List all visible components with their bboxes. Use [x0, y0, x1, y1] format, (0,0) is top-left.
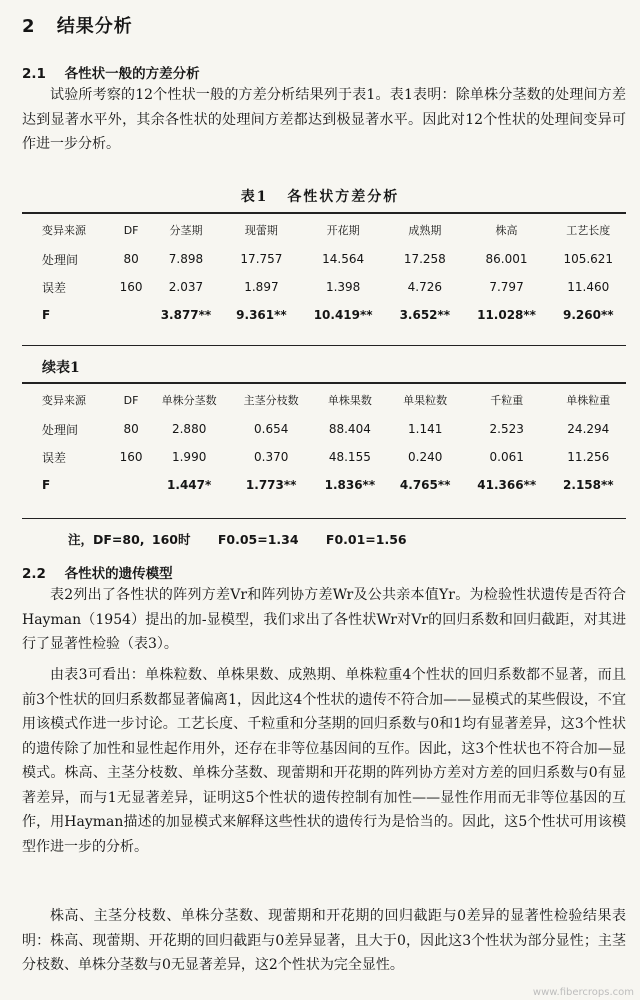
table-header-row: [22, 215, 626, 245]
table1-cont-label: 续表1: [42, 360, 80, 376]
table-cell: 7.797: [489, 280, 524, 294]
table-cell: F: [42, 478, 51, 492]
table-cell: 0.240: [408, 450, 443, 464]
subsection-number: 2.2: [22, 566, 46, 582]
table-cell: 4.765**: [399, 478, 451, 492]
table1-cont-bottom-rule: [22, 518, 626, 519]
table1-bottom-rule: [22, 345, 626, 346]
table1-caption-title: 各性状方差分析: [287, 189, 400, 205]
table-note: [68, 530, 407, 548]
table-header-cell: 变异来源: [42, 394, 86, 407]
table-header-cell: 分茎期: [169, 224, 203, 237]
note-f005: F0.05=1.34: [217, 532, 299, 547]
table-cell: 0.654: [254, 422, 289, 436]
table1: [22, 215, 626, 329]
table-header-cell: 单株分茎数: [161, 394, 217, 407]
table-cell: 48.155: [328, 450, 371, 464]
table-row: [22, 245, 626, 273]
table-header-cell: 开花期: [326, 224, 360, 237]
table-cell: 80: [123, 252, 139, 266]
table-cell: 160: [119, 450, 143, 464]
table-header-cell: 单果粒数: [403, 394, 448, 407]
table-cell: 9.260**: [562, 308, 614, 322]
table-cell: 11.256: [567, 450, 610, 464]
section-title: 结果分析: [56, 16, 133, 37]
table-cell: 11.028**: [477, 308, 536, 322]
table-cell: 88.404: [328, 422, 371, 436]
table-header-cell: 工艺长度: [566, 224, 611, 237]
table-row: [22, 471, 626, 499]
table-cell: 1.836**: [324, 478, 376, 492]
table-cell: 17.757: [240, 252, 283, 266]
watermark: www.fibercrops.com: [532, 987, 634, 998]
paragraph-2: 表2列出了各性状的阵列方差Vr和阵列协方差Wr及公共亲本值Yr。为检验性状遗传是否符合Hayman（1954）提出的加-显模型，我们求出了各性状Wr对Vr的回归系数和回归截距，对其进行了显著性检验（表3）。: [22, 587, 626, 652]
table-header-row: [22, 385, 626, 415]
table-cell: 160: [119, 280, 143, 294]
table-cell: 9.361**: [236, 308, 287, 322]
table-cell: [114, 301, 148, 329]
table-cell: 14.564: [322, 252, 365, 266]
subsection-heading-1: [22, 62, 200, 82]
table-cell: 4.726: [407, 280, 442, 294]
table-cell: 11.460: [567, 280, 610, 294]
table1-cont: [22, 385, 626, 499]
table-header-cell: 株高: [495, 224, 518, 237]
note-f001: F0.01=1.56: [325, 532, 407, 547]
table1-caption: [0, 186, 640, 206]
table-header-cell: 主茎分枝数: [243, 394, 299, 407]
subsection-number: 2.1: [22, 66, 46, 82]
table-cell: 1.398: [325, 280, 361, 294]
table-cell: 10.419**: [313, 308, 373, 322]
subsection-heading-2: [22, 562, 173, 582]
paragraph-3: 由表3可看出：单株粒数、单株果数、成熟期、单株粒重4个性状的回归系数都不显著，而且前3个性状的回归系数都显著偏离1，因此这4个性状的遗传不符合加——显模式的某些假设，不宜用该模式作进一步讨论。工艺长度、千粒重和分茎期的回归系数与0和1均有显著差异，这3个性状的遗传除了加性和显性起作用外，还存在非等位基因间的互作。因此，这3个性状也不符合加—显模式。株高、主茎分枝数、单株分茎数、现蕾期和开花期的阵列协方差对方差的回归系数与0有显著差异，而与1无显著差异，证明这5个性状的遗传控制有加性——显性作用而无非等位基因的互作，用Hayman描述的加显模式来解释这些性状的遗传行为是恰当的。因此，这5个性状可用该模型作进一步的分析。: [22, 667, 626, 855]
table-header-cell: 成熟期: [408, 224, 442, 237]
table-cell: 处理间: [42, 252, 79, 267]
table-row: [22, 301, 626, 329]
table-cell: F: [42, 308, 51, 322]
section-heading: [22, 12, 133, 38]
table-row: [22, 415, 626, 443]
table-cell: 3.877**: [160, 308, 212, 322]
table-header-cell: 单株果数: [327, 394, 372, 407]
table-header-cell: 千粒重: [490, 394, 524, 407]
table-cell: 2.880: [171, 422, 207, 436]
table-cell: 1.897: [244, 280, 279, 294]
table-header-cell: DF: [123, 393, 139, 407]
table-cell: 处理间: [42, 422, 79, 437]
table-cell: 80: [123, 422, 139, 436]
table-cell: 0.061: [489, 450, 524, 464]
table-cell: 2.037: [168, 280, 204, 294]
subsection-title: 各性状一般的方差分析: [64, 66, 200, 82]
table-cell: 1.447*: [167, 478, 212, 492]
table-cell: 误差: [42, 450, 67, 465]
note-text: 注，DF=80, 160时: [68, 532, 191, 547]
table-row: [22, 273, 626, 301]
paragraph-4: 株高、主茎分枝数、单株分茎数、现蕾期和开花期的回归截距与0差异的显著性检验结果表明：株高、现蕾期、开花期的回归截距与0差异显著，且大于0，因此这3个性状为部分显性；主茎分枝数、单株分茎数与0无显著差异，这2个性状为完全显性。: [22, 908, 626, 973]
table1-caption-label: 表1: [240, 189, 269, 205]
table1-cont-top-rule: [22, 382, 626, 384]
subsection-title: 各性状的遗传模型: [64, 566, 173, 582]
table-cell: 1.773**: [245, 478, 297, 492]
section-number: 2: [22, 16, 36, 37]
table-cell: 105.621: [563, 252, 614, 266]
paragraph-1: 试验所考察的12个性状一般的方差分析结果列于表1。表1表明：除单株分茎数的处理间方差达到显著水平外，其余各性状的处理间方差都达到极显著水平。因此对12个性状的处理间变异可作进一步分析。: [22, 87, 626, 152]
table1-top-rule: [22, 212, 626, 214]
table-cell: 1.990: [171, 450, 207, 464]
table-cell: 17.258: [403, 252, 446, 266]
table-row: [22, 443, 626, 471]
table-header-cell: 单株粒重: [566, 394, 611, 407]
table-cell: [114, 471, 148, 499]
table-cell: 2.158**: [563, 478, 614, 492]
table-header-cell: DF: [123, 223, 139, 237]
table-cell: 3.652**: [399, 308, 451, 322]
table-cell: 24.294: [567, 422, 610, 436]
table-header-cell: 变异来源: [42, 224, 86, 237]
table-header-cell: 现蕾期: [244, 224, 278, 237]
table-cell: 2.523: [489, 422, 524, 436]
table-cell: 1.141: [408, 422, 443, 436]
table-cell: 0.370: [254, 450, 289, 464]
table-cell: 误差: [42, 280, 67, 295]
table-cell: 7.898: [168, 252, 204, 266]
table-cell: 41.366**: [477, 478, 537, 492]
table-cell: 86.001: [485, 252, 528, 266]
